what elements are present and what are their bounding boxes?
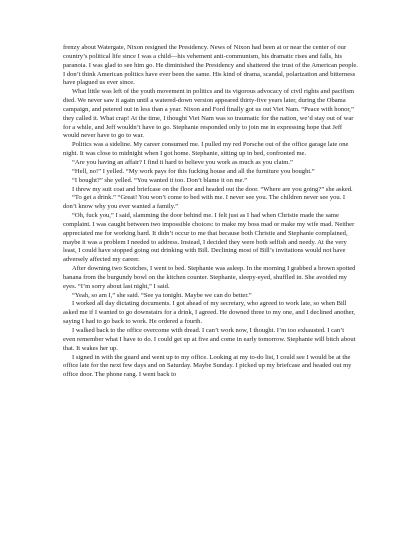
paragraph: I worked all day dictating documents. I got ahead of my secretary, who agreed to work late, so when Bill asked me if I wanted to go downstairs for a drink, I agreed. He downed three to my one, and I declined another, saying I had to go back to work. He ordered a fourth. (63, 300, 356, 326)
paragraph: Politics was a sideline. My career consumed me. I pulled my red Porsche out of the office garage late one night. It was close to midnight when I got home. Stephanie, sitting up in bed, confronted me. (63, 141, 349, 158)
paragraph: I signed in with the guard and went up to my office. Looking at my to-do list, I could see I would be at the office late for the next few days and on Saturday. Maybe Sunday. I picked up my briefcase and headed out my office door. The phone rang. I went back to (63, 353, 352, 379)
paragraph: What little was left of the youth movement in politics and its vigorous advocacy of civil rights and pacifism died. We never saw it again until a watered-down version appeared thirty-five years later, during the Obama campaign, and petered out in less than a year. Nixon and Ford finally got us out Viet Nam. “Peace with honor,” they called it. What crap! At the time, I thought Viet Nam was so traumatic for the nation, we’d stay out of war for a while, and Jeff wouldn’t have to go. Stephanie responded only to join me in expressing hope that Jeff would never have to go to war. (63, 88, 355, 140)
manuscript-page (63, 44, 358, 380)
paragraph: I threw my suit coat and briefcase on the floor and headed out the door. “Where are you going?” she asked. (72, 185, 353, 193)
paragraph: After downing two Scotches, I went to bed. Stephanie was asleep. In the morning I grabbed a brown spotted banana from the burgundy bowl on the kitchen counter. Stephanie, sleepy-eyed, shuffled in. She avoided my eyes. “I’m sorry about last night,” I said. (63, 265, 356, 290)
paragraph: I walked back to the office overcome with dread. I can’t work now, I thought. I’m too exhausted. I can’t even remember what I have to do. I could get up at five and come in early tomorrow. Stephanie will bitch about that. It wakes her up. (63, 327, 356, 352)
paragraph: frenzy about Watergate, Nixon resigned the Presidency. News of Nixon had been at or near the center of our country’s political life since I was a child—his vehement anti-communism, his dramatic rises and falls, his paranoia. I was glad to see him go. He diminished the Presidency and shattered the trust of the American people. I don’t think American politics have ever been the same. His kind of drama, scandal, polarization and bitterness have plagued us ever since. (63, 44, 358, 87)
paragraph: “Hell, no!” I yelled. “My work pays for this fucking house and all the furniture you bought.” (72, 167, 315, 175)
paragraph: “Yeah, so am I,” she said. “See ya tonight. Maybe we can do better.” (72, 291, 252, 299)
paragraph: “Are you having an affair? I find it hard to believe you work as much as you claim.” (72, 158, 293, 166)
paragraph: “I bought?” she yelled. “You wanted it too. Don’t blame it on me.” (72, 176, 248, 184)
paragraph: “To get a drink.” “Great! You won’t come to bed with me. I never see you. The children never see you. I don’t know why you ever wanted a family.” (63, 194, 346, 211)
paragraph: “Oh, fuck you,” I said, slamming the door behind me. I felt just as I had when Christie made the same complaint. I was caught between two impossible choices: to make my boss mad or make my wife mad. Neither appreciated me for working hard. It didn’t occur to me that because both Christie and Stephanie complained, maybe it was a problem I needed to address. Instead, I decided they were both selfish and needy. At the very least, I could have stopped going out drinking with Bill. Declining most of Bill’s invitations would not have adversely affected my career. (63, 212, 355, 264)
